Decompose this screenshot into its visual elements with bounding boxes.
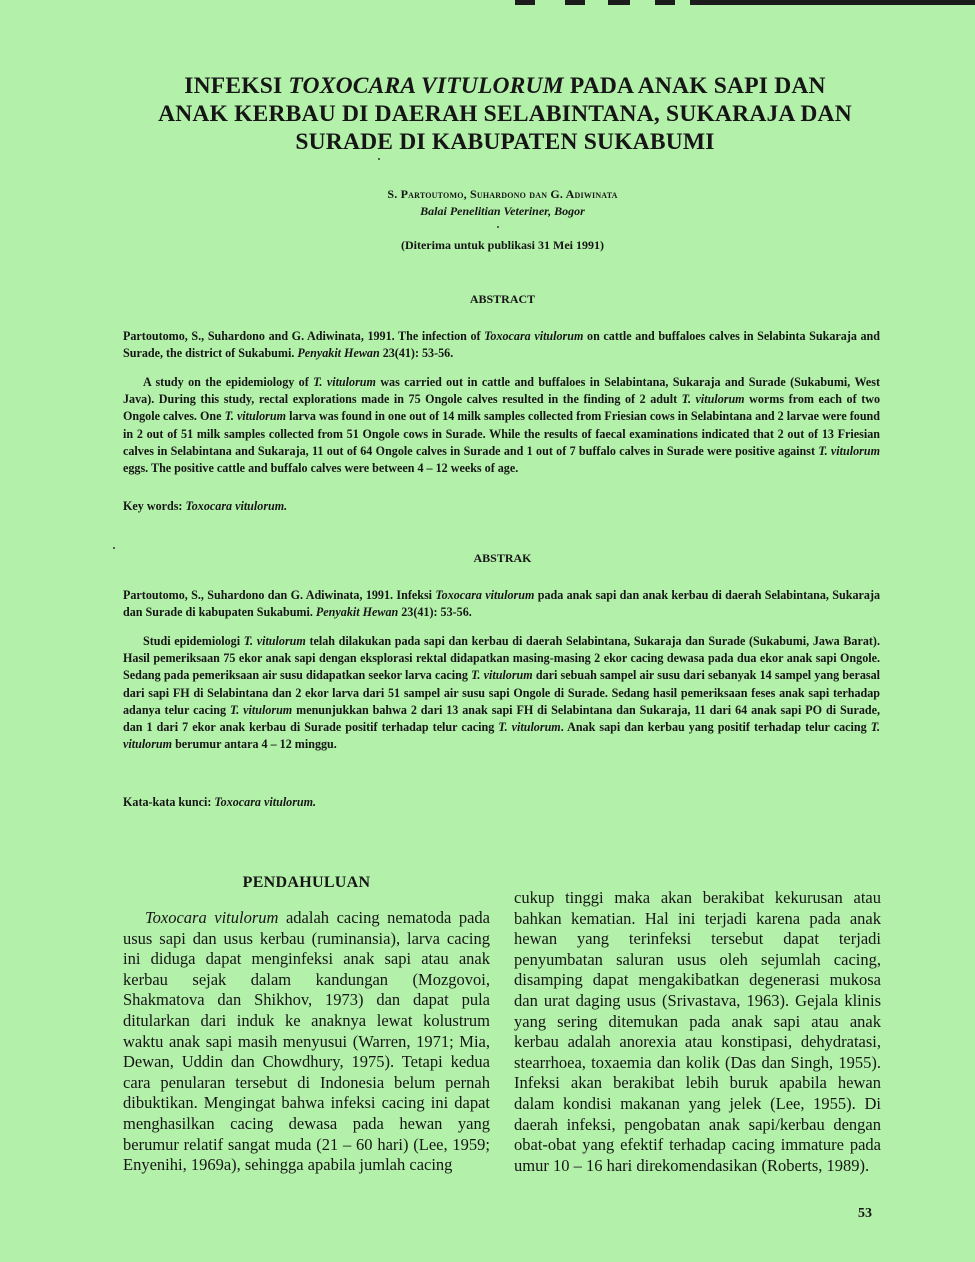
scan-speck	[497, 226, 499, 228]
body-column-right: cukup tinggi maka akan berakibat kekurusan atau bahkan kematian. Hal ini terjadi karena pada anak hewan yang terinfeksi tersebut dapat terjadi penyumbatan saluran usus oleh sejumlah cacing, disamping dapat mengakibatkan degenerasi mukosa dan urat daging usus (Srivastava, 1963). Gejala klinis yang sering ditemukan pada anak sapi atau anak kerbau adalah anorexia atau konstipasi, dehydratasi, stearrhoea, toxaemia dan kolik (Das dan Singh, 1955). Infeksi akan berakibat lebih buruk apabila hewan dalam kondisi makanan yang jelek (Lee, 1955). Di daerah infeksi, pengobatan anak sapi/kerbau dengan obat-obat yang efektif terhadap cacing immature pada umur 10 – 16 hari direkomendasikan (Roberts, 1989).	[514, 888, 881, 1175]
abstrak-citation: Partoutomo, S., Suhardono dan G. Adiwinata, 1991. Infeksi Toxocara vitulorum pada anak sapi dan anak kerbau di daerah Selabintana, Sukaraja dan Surade di kabupaten Sukabumi. Penyakit Hewan 23(41): 53-56.	[123, 588, 881, 620]
abstract-keywords: Key words: Toxocara vitulorum.	[123, 499, 288, 513]
abstract-body: A study on the epidemiology of T. vitulorum was carried out in cattle and buffaloes in Selabintana, Sukaraja and Surade (Sukabumi, West Java). During this study, rectal explorations made in 75 Ongole calves resulted in the finding of 2 adult T. vitulorum worms from each of two Ongole calves. One T. vitulorum larva was found in one out of 14 milk samples collected from Friesian cows in Selabintana and 2 larvae were found in 2 out of 51 milk samples collected from 51 Ongole cows in Surade. While the results of faecal examinations indicated that 2 out of 13 Friesian calves in Selabintana and Sukaraja, 11 out of 64 Ongole calves in Surade and 1 out of 7 buffalo calves in Surade were positive against T. vitulorum eggs. The positive cattle and buffalo calves were between 4 – 12 weeks of age.	[123, 375, 881, 476]
abstrak-heading: ABSTRAK	[473, 551, 532, 565]
scan-speck	[378, 158, 380, 160]
body-column-left: Toxocara vitulorum adalah cacing nematoda pada usus sapi dan usus kerbau (ruminansia), larva cacing ini diduga dapat menginfeksi anak sapi atau anak kerbau sejak dalam kandungan (Mozgovoi, Shakmatova dan Shikhov, 1973) dan dapat pula ditularkan dari induk ke anaknya lewat kolustrum waktu anak sapi masih menyusui (Warren, 1971; Mia, Dewan, Uddin dan Chowdhury, 1975). Tetapi kedua cara penularan tersebut di Indonesia belum pernah dibuktikan. Mengingat bahwa infeksi cacing ini dapat menghasilkan cacing dewasa pada hewan yang berumur relatif sangat muda (21 – 60 hari) (Lee, 1959; Enyenihi, 1969a), sehingga apabila jumlah cacing	[123, 908, 490, 1175]
scan-top-marks	[0, 0, 975, 8]
article-title: INFEKSI TOXOCARA VITULORUM PADA ANAK SAPI DAN ANAK KERBAU DI DAERAH SELABINTANA, SUKARAJA DAN SURADE DI KABUPATEN SUKABUMI	[158, 73, 852, 155]
abstract-citation: Partoutomo, S., Suhardono and G. Adiwinata, 1991. The infection of Toxocara vitulorum on cattle and buffaloes calves in Selabinta Sukaraja and Surade, the district of Sukabumi. Penyakit Hewan 23(41): 53-56.	[123, 329, 881, 361]
abstract-heading: ABSTRACT	[469, 292, 536, 306]
abstrak-body: Studi epidemiologi T. vitulorum telah dilakukan pada sapi dan kerbau di daerah Selabintana, Sukaraja dan Surade (Sukabumi, Jawa Barat). Hasil pemeriksaan 75 ekor anak sapi dengan eksplorasi rektal didapatkan masing-masing 2 ekor cacing dewasa pada dua ekor anak sapi Ongole. Sedang pada pemeriksaan air susu didapatkan seekor larva cacing T. vitulorum dari sebuah sampel air susu dari sebanyak 14 sampel yang berasal dari sapi FH di Selabintana dan 2 ekor larva dari 51 sampel air susu sapi Ongole di Surade. Sedang hasil pemeriksaan feses anak sapi terhadap adanya telur cacing T. vitulorum menunjukkan bahwa 2 dari 13 anak sapi FH di Selabintana dan Sukaraja, 11 dari 64 anak sapi PO di Surade, dan 1 dari 7 ekor anak kerbau di Surade positif terhadap telur cacing T. vitulorum. Anak sapi dan kerbau yang positif terhadap telur cacing T. vitulorum berumur antara 4 – 12 minggu.	[123, 634, 881, 752]
scan-speck	[113, 547, 115, 549]
affiliation: Balai Penelitian Veteriner, Bogor	[420, 204, 585, 218]
page-number: 53	[858, 1206, 872, 1221]
received-date: (Diterima untuk publikasi 31 Mei 1991)	[400, 238, 604, 252]
abstrak-keywords: Kata-kata kunci: Toxocara vitulorum.	[123, 795, 317, 809]
section-heading-pendahuluan: PENDAHULUAN	[242, 874, 371, 891]
author-list: S. Partoutomo, Suhardono dan G. Adiwinata	[387, 187, 618, 201]
